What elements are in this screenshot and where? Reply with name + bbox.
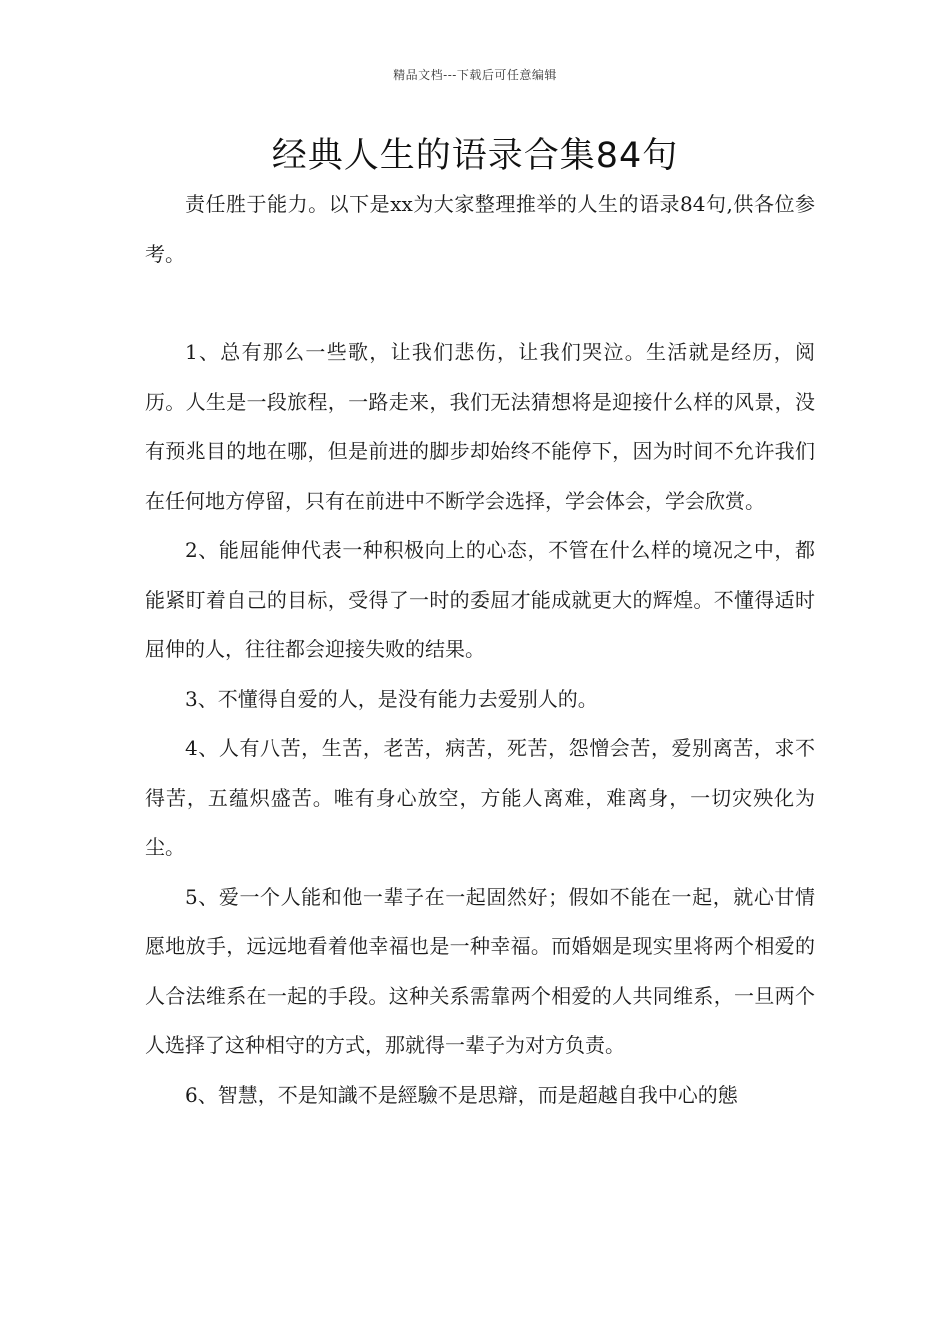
document-title: 经典人生的语录合集84句 <box>271 136 679 176</box>
quote-paragraph-3: 3、不懂得自爱的人，是没有能力去爱别人的。 <box>185 686 598 711</box>
quote-paragraph-4: 4、人有八苦，生苦，老苦，病苦，死苦，怨憎会苦，爱别离苦，求不得苦，五蕴炽盛苦。唯有身心放空，方能人离难，难离身，一切灾殃化为尘。 <box>145 736 815 859</box>
document-body <box>145 180 815 1120</box>
intro-paragraph: 责任胜于能力。以下是xx为大家整理推举的人生的语录84句,供各位参考。 <box>145 192 815 266</box>
quote-paragraph-6: 6、智慧，不是知識不是經驗不是思辯，而是超越自我中心的態 <box>185 1082 738 1107</box>
quote-paragraph-1: 1、总有那么一些歌，让我们悲伤，让我们哭泣。生活就是经历，阅历。人生是一段旅程，一路走来，我们无法猜想将是迎接什么样的风景，没有预兆目的地在哪，但是前进的脚步却始终不能停下，因为时间不允许我们在任何地方停留，只有在前进中不断学会选择，学会体会，学会欣赏。 <box>145 340 815 513</box>
quote-paragraph-5: 5、爱一个人能和他一辈子在一起固然好；假如不能在一起，就心甘情愿地放手，远远地看着他幸福也是一种幸福。而婚姻是现实里将两个相爱的人合法维系在一起的手段。这种关系需靠两个相爱的人共同维系，一旦两个人选择了这种相守的方式，那就得一辈子为对方负责。 <box>145 884 815 1057</box>
quote-paragraph-2: 2、能屈能伸代表一种积极向上的心态，不管在什么样的境况之中，都能紧盯着自己的目标，受得了一时的委屈才能成就更大的辉煌。不懂得适时屈伸的人，往往都会迎接失败的结果。 <box>145 538 815 661</box>
page-header-note: 精品文档---下载后可任意编辑 <box>393 68 557 82</box>
